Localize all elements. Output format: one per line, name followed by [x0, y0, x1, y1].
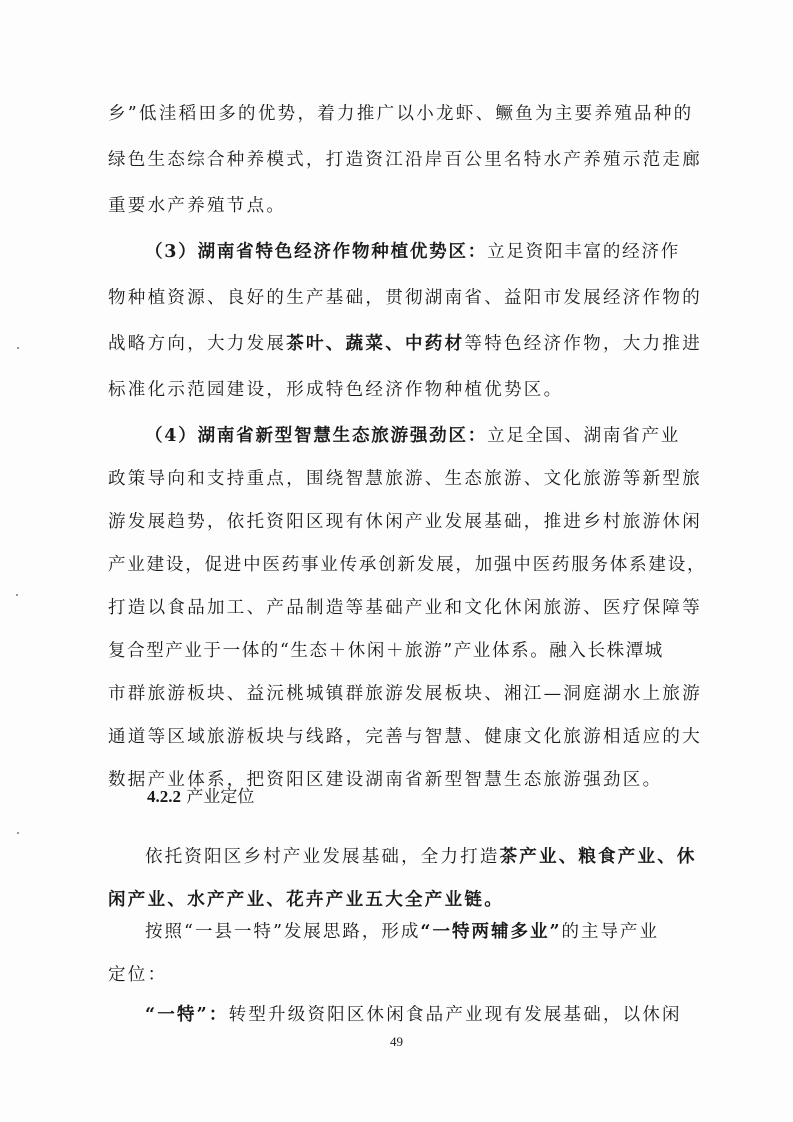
text-line	[108, 327, 703, 361]
item-heading: （4）湖南省新型智慧生态旅游强劲区：	[145, 426, 488, 446]
text-line: 产业建设，促进中医药事业传承创新发展，加强中医药服务体系建设，	[108, 555, 707, 575]
scan-speck	[17, 347, 19, 349]
text-line: 闲产业、水产产业、花卉产业五大全产业链。	[108, 890, 504, 910]
bold-text: 茶产业、粮食产业、休	[499, 847, 697, 867]
text-line: 物种植资源、良好的生产基础，贯彻湖南省、益阳市发展经济作物的	[108, 288, 702, 308]
text-line: 定位：	[108, 965, 168, 985]
bold-text: “一特两辅多业”	[420, 922, 562, 942]
text-line	[145, 915, 664, 949]
text-line: 复合型产业于一体的“生态＋休闲＋旅游”产业体系。融入长株潭城	[108, 641, 664, 661]
text-span: 立足全国、湖南省产业	[487, 426, 681, 446]
text-line: 标准化示范园建设，形成特色经济作物种植优势区。	[108, 380, 564, 400]
text-line	[145, 840, 697, 874]
bold-text: 茶叶、蔬菜、中药材	[286, 334, 465, 354]
text-line: 数据产业体系，把资阳区建设湖南省新型智慧生态旅游强劲区。	[108, 770, 663, 790]
text-span: 依托资阳区乡村产业发展基础，全力打造	[145, 847, 500, 867]
text-line: 重要水产养殖节点。	[108, 196, 287, 216]
text-span: 按照“一县一特”发展思路，形成	[145, 922, 421, 942]
text-line	[145, 419, 681, 453]
text-span: 等特色经济作物，大力推进	[464, 334, 703, 354]
text-line: 政策导向和支持重点，围绕智慧旅游、生态旅游、文化旅游等新型旅	[108, 469, 702, 489]
section-title: 产业定位	[186, 787, 255, 807]
text-line	[145, 998, 682, 1032]
text-line	[145, 235, 681, 269]
text-line: 打造以食品加工、产品制造等基础产业和文化休闲旅游、医疗保障等	[108, 598, 702, 618]
text-span: 战略方向，大力发展	[108, 334, 287, 354]
page-number: 49	[390, 1034, 403, 1049]
text-line: 市群旅游板块、益沅桃城镇群旅游发展板块、湘江—洞庭湖水上旅游	[108, 684, 702, 704]
text-line: 绿色生态综合种养模式，打造资江沿岸百公里名特水产养殖示范走廊	[108, 150, 702, 170]
scan-speck	[17, 832, 19, 834]
text-line: 游发展趋势，依托资阳区现有休闲产业发展基础，推进乡村旅游休闲	[108, 512, 702, 532]
item-heading: （3）湖南省特色经济作物种植优势区：	[145, 242, 488, 262]
text-span: 立足资阳丰富的经济作	[487, 242, 681, 262]
text-line: 乡”低洼稻田多的优势，着力推广以小龙虾、鳜鱼为主要养殖品种的	[108, 104, 694, 124]
section-number: 4.2.2	[147, 787, 181, 806]
text-span: 转型升级资阳区休闲食品产业现有发展基础，以休闲	[228, 1005, 682, 1025]
scan-speck	[16, 594, 18, 596]
text-line: 通道等区域旅游板块与线路，完善与智慧、健康文化旅游相适应的大	[108, 727, 702, 747]
text-span: 的主导产业	[561, 922, 660, 942]
bold-text: “一特”：	[145, 1005, 229, 1025]
